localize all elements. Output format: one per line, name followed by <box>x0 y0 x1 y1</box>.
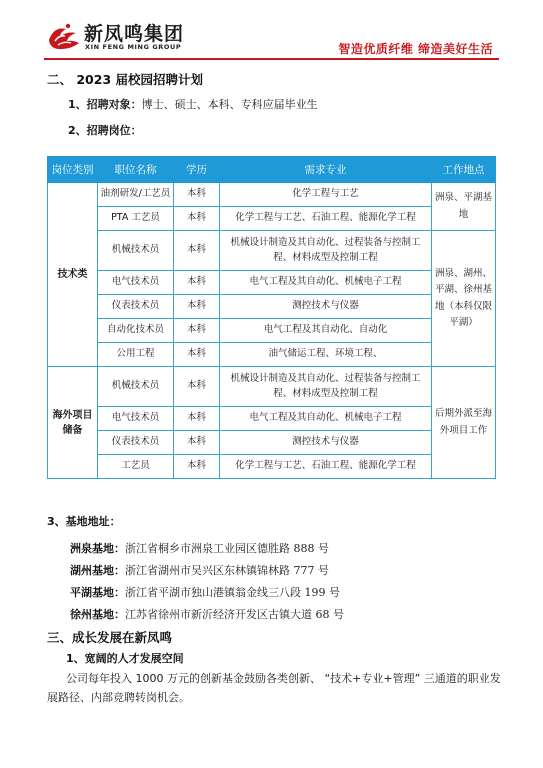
table-row <box>48 367 496 407</box>
degree-cell: 本科 <box>174 271 220 295</box>
position-cell: 机械技术员 <box>98 231 174 271</box>
recruit-positions-label: 2、招聘岗位： <box>68 124 142 137</box>
base-address-title: 3、基地地址： <box>47 515 121 528</box>
growth-subtitle: 1、宽阔的人才发展空间 <box>66 652 184 665</box>
table-header-row <box>48 157 496 183</box>
address-value: 江苏省徐州市新沂经济开发区古镇大道 68 号 <box>125 608 344 621</box>
degree-cell: 本科 <box>174 431 220 455</box>
degree-cell: 本科 <box>174 343 220 367</box>
table-row <box>48 319 496 343</box>
recruit-target-label: 1、招聘对象： <box>68 98 142 111</box>
address-key: 平湖基地： <box>70 586 125 599</box>
col-header-major: 需求专业 <box>220 157 432 183</box>
table-row <box>48 407 496 431</box>
table-row <box>48 231 496 271</box>
table-row <box>48 183 496 207</box>
degree-cell: 本科 <box>174 455 220 479</box>
major-cell: 电气工程及其自动化、机械电子工程 <box>220 271 432 295</box>
category-cell: 海外项目储备 <box>48 367 98 479</box>
position-cell: 工艺员 <box>98 455 174 479</box>
location-cell: 后期外派至海外项目工作 <box>432 367 496 479</box>
position-cell: 油剂研发/工艺员 <box>98 183 174 207</box>
table-row <box>48 455 496 479</box>
position-cell: 机械技术员 <box>98 367 174 407</box>
address-line <box>70 606 344 622</box>
address-key: 洲泉基地： <box>70 542 125 555</box>
table-row <box>48 207 496 231</box>
growth-section-title: 三、成长发展在新凤鸣 <box>47 630 173 645</box>
major-cell: 油气储运工程、环境工程、 <box>220 343 432 367</box>
table-row <box>48 271 496 295</box>
major-cell: 测控技术与仪器 <box>220 295 432 319</box>
table-row <box>48 295 496 319</box>
position-cell: 自动化技术员 <box>98 319 174 343</box>
slogan: 智造优质纤维 缔造美好生活 <box>338 42 493 56</box>
recruit-target-value: 博士、硕士、本科、专科应届毕业生 <box>141 98 318 111</box>
table-row <box>48 343 496 367</box>
degree-cell: 本科 <box>174 183 220 207</box>
table-row <box>48 431 496 455</box>
address-value: 浙江省平湖市独山港镇翁金线三八段 199 号 <box>125 586 340 599</box>
address-key: 徐州基地： <box>70 608 125 621</box>
position-cell: 仪表技术员 <box>98 431 174 455</box>
page-header <box>0 0 543 60</box>
address-line <box>70 584 340 600</box>
address-key: 湖州基地： <box>70 564 125 577</box>
phoenix-logo-icon <box>46 20 82 52</box>
location-cell: 洲泉、平湖基地 <box>432 183 496 231</box>
logo-english-name: XIN FENG MING GROUP <box>85 43 182 51</box>
position-cell: 仪表技术员 <box>98 295 174 319</box>
address-line <box>70 562 329 578</box>
position-cell: 公用工程 <box>98 343 174 367</box>
position-cell: 电气技术员 <box>98 407 174 431</box>
degree-cell: 本科 <box>174 407 220 431</box>
section-recruit-plan-title: 二、 2023 届校园招聘计划 <box>47 72 203 87</box>
address-line <box>70 540 329 556</box>
logo-name: 新凤鸣集团 <box>84 23 185 45</box>
growth-paragraph-line2: 展路径、内部竞聘转岗机会。 <box>47 691 190 704</box>
category-cell: 技术类 <box>48 183 98 367</box>
recruit-target-line <box>68 96 318 112</box>
col-header-category: 岗位类别 <box>48 157 98 183</box>
major-cell: 化学工程与工艺、石油工程、能源化学工程 <box>220 455 432 479</box>
header-divider <box>44 58 499 60</box>
address-value: 浙江省桐乡市洲泉工业园区德胜路 888 号 <box>125 542 329 555</box>
major-cell: 化学工程与工艺、石油工程、能源化学工程 <box>220 207 432 231</box>
degree-cell: 本科 <box>174 367 220 407</box>
major-cell: 电气工程及其自动化、机械电子工程 <box>220 407 432 431</box>
col-header-location: 工作地点 <box>432 157 496 183</box>
growth-paragraph-line1: 公司每年投入 1000 万元的创新基金鼓励各类创新、 “技术+专业+管理” 三通道的职业发 <box>66 672 501 685</box>
degree-cell: 本科 <box>174 295 220 319</box>
position-cell: PTA 工艺员 <box>98 207 174 231</box>
major-cell: 电气工程及其自动化、自动化 <box>220 319 432 343</box>
col-header-degree: 学历 <box>174 157 220 183</box>
location-cell: 洲泉、湖州、平湖、徐州基地（本科仅限平湖） <box>432 231 496 367</box>
major-cell: 测控技术与仪器 <box>220 431 432 455</box>
degree-cell: 本科 <box>174 231 220 271</box>
address-value: 浙江省湖州市吴兴区东林镇锦林路 777 号 <box>125 564 329 577</box>
position-cell: 电气技术员 <box>98 271 174 295</box>
major-cell: 化学工程与工艺 <box>220 183 432 207</box>
positions-table <box>47 156 496 479</box>
major-cell: 机械设计制造及其自动化、过程装备与控制工程、材料成型及控制工程 <box>220 231 432 271</box>
degree-cell: 本科 <box>174 319 220 343</box>
major-cell: 机械设计制造及其自动化、过程装备与控制工程、材料成型及控制工程 <box>220 367 432 407</box>
degree-cell: 本科 <box>174 207 220 231</box>
col-header-position: 职位名称 <box>98 157 174 183</box>
